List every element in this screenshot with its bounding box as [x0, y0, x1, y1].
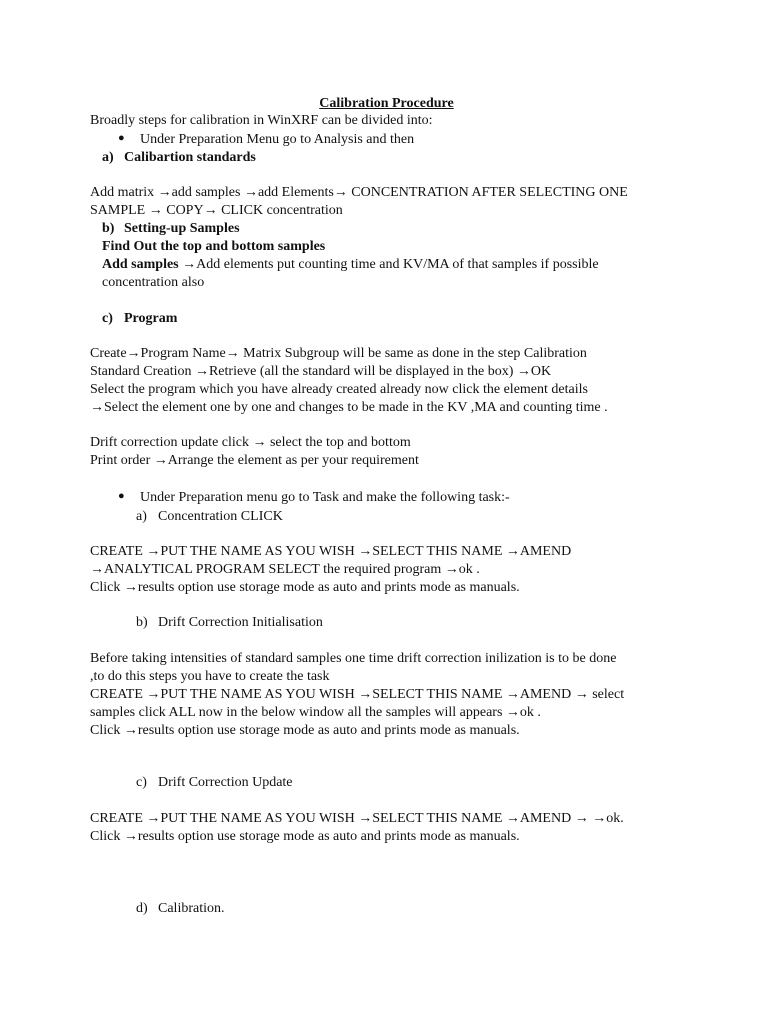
task-c-line-2: Click →results option use storage mode as auto and prints mode as manuals.	[90, 829, 520, 844]
section-c-line-3: Select the program which you have already created already now click the element details	[90, 382, 588, 397]
bullet-item-task: Under Preparation menu go to Task and make the following task:-	[140, 490, 510, 505]
section-c-heading: Program	[124, 311, 178, 326]
task-d-heading: Calibration.	[158, 901, 225, 916]
section-c-line-2: Standard Creation →Retrieve (all the standard will be displayed in the box) →OK	[90, 364, 552, 379]
task-b-line-2: ,to do this steps you have to create the task	[90, 669, 330, 684]
task-b-line-5: Click →results option use storage mode as auto and prints mode as manuals.	[90, 723, 520, 738]
section-c-line-4: →Select the element one by one and changes to be made in the KV ,MA and counting time .	[90, 400, 608, 415]
section-b-line-2	[102, 256, 599, 273]
section-c-line-1: Create→Program Name→ Matrix Subgroup will be same as done in the step Calibration	[90, 346, 587, 361]
task-c-label: c)	[136, 775, 147, 790]
task-a-heading: Concentration CLICK	[158, 509, 283, 524]
task-b-line-3: CREATE →PUT THE NAME AS YOU WISH →SELECT THIS NAME →AMEND → select	[90, 687, 625, 702]
task-a-line-1: CREATE →PUT THE NAME AS YOU WISH →SELECT THIS NAME →AMEND	[90, 544, 572, 559]
task-b-label: b)	[136, 615, 148, 630]
task-a-label: a)	[136, 509, 147, 524]
task-a-line-2: →ANALYTICAL PROGRAM SELECT the required program →ok .	[90, 562, 480, 577]
intro-text: Broadly steps for calibration in WinXRF can be divided into:	[90, 113, 433, 128]
section-b-line-3: concentration also	[102, 275, 205, 290]
task-d-label: d)	[136, 901, 148, 916]
bullet-item-analysis: Under Preparation Menu go to Analysis and then	[140, 132, 415, 147]
section-a-heading: Calibartion standards	[124, 150, 256, 165]
task-c-heading: Drift Correction Update	[158, 775, 293, 790]
task-b-line-4: samples click ALL now in the below window all the samples will appears →ok .	[90, 705, 541, 720]
section-a-label: a)	[102, 150, 114, 165]
page-title: Calibration Procedure	[319, 96, 454, 111]
section-b-line-1: Find Out the top and bottom samples	[102, 239, 326, 254]
section-a-line-1: Add matrix →add samples →add Elements→ CONCENTRATION AFTER SELECTING ONE	[90, 185, 628, 200]
task-b-line-1: Before taking intensities of standard samples one time drift correction inilization is to be done	[90, 651, 617, 666]
bullet-icon: ●	[118, 490, 125, 502]
section-c-line-6: Print order →Arrange the element as per your requirement	[90, 453, 419, 468]
section-c-label: c)	[102, 311, 113, 326]
section-b-line-2-rest: →Add elements put counting time and KV/MA of that samples if possible	[178, 257, 599, 272]
task-a-line-3: Click →results option use storage mode as auto and prints mode as manuals.	[90, 580, 520, 595]
section-a-line-2: SAMPLE → COPY→ CLICK concentration	[90, 203, 343, 218]
section-b-line-2-bold: Add samples	[102, 257, 179, 272]
section-b-heading: Setting-up Samples	[124, 221, 240, 236]
task-b-heading: Drift Correction Initialisation	[158, 615, 323, 630]
bullet-icon: ●	[118, 132, 125, 144]
section-c-line-5: Drift correction update click → select the top and bottom	[90, 435, 411, 450]
task-c-line-1: CREATE →PUT THE NAME AS YOU WISH →SELECT THIS NAME →AMEND → →ok.	[90, 811, 624, 826]
section-b-label: b)	[102, 221, 115, 236]
